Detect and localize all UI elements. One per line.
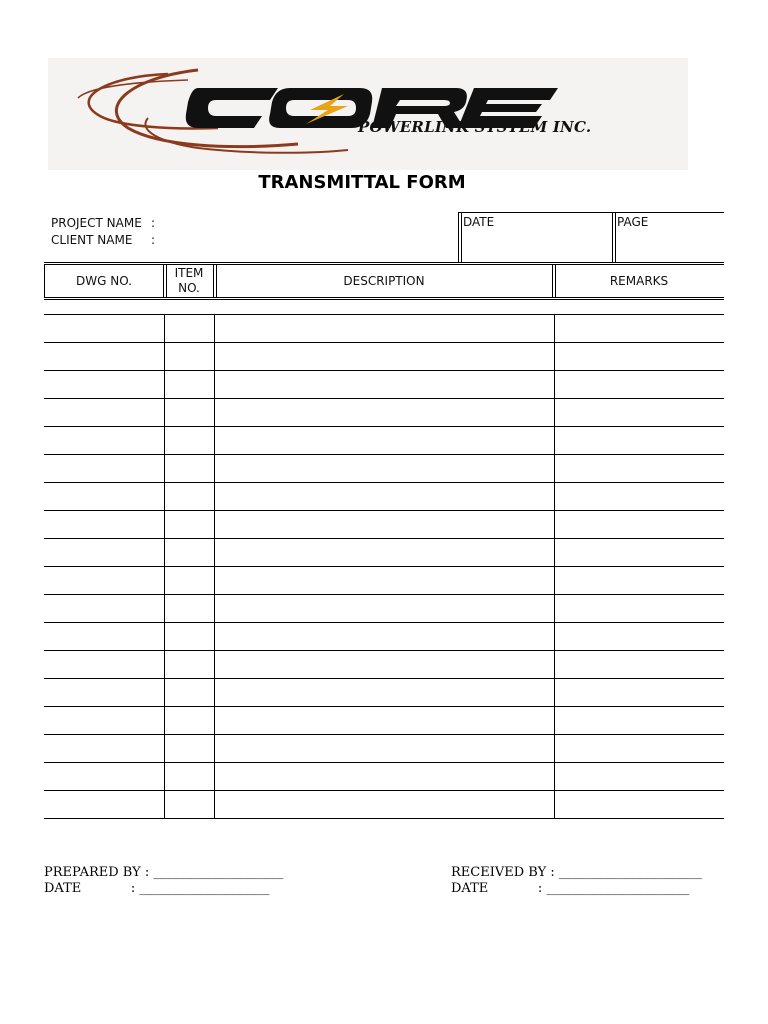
- project-name-label: PROJECT NAME: [51, 215, 142, 230]
- core-logo-graphic: [48, 58, 688, 170]
- received-date-line: DATE : ______________________: [451, 881, 690, 896]
- prepared-by-line: PREPARED BY : ____________________: [44, 865, 284, 880]
- col-header-dwg: DWG NO.: [76, 274, 132, 288]
- table-row-line: [44, 678, 724, 679]
- header-bottom-rule-2: [44, 299, 724, 300]
- client-name-label: CLIENT NAME: [51, 232, 133, 247]
- table-column-line: [164, 314, 165, 818]
- table-row-line: [44, 566, 724, 567]
- col-header-item-line2: NO.: [178, 281, 200, 295]
- form-title: TRANSMITTAL FORM: [258, 172, 466, 193]
- table-row-line: [44, 314, 724, 315]
- project-name-row: [51, 214, 155, 231]
- header-vline: [552, 264, 553, 298]
- prepared-date-line: DATE : ____________________: [44, 881, 270, 896]
- date-label: DATE: [463, 215, 495, 229]
- header-vline: [163, 264, 164, 298]
- table-row-line: [44, 454, 724, 455]
- date-box: [458, 212, 613, 263]
- table-row-line: [44, 734, 724, 735]
- table-row-line: [44, 790, 724, 791]
- table-row-line: [44, 538, 724, 539]
- col-header-item-line1: ITEM: [174, 266, 204, 280]
- page-label: PAGE: [617, 215, 649, 229]
- table-row-line: [44, 426, 724, 427]
- header-vline: [44, 264, 45, 298]
- client-name-row: [51, 231, 155, 248]
- table-row-line: [44, 510, 724, 511]
- col-header-description: DESCRIPTION: [343, 274, 425, 288]
- table-row-line: [44, 622, 724, 623]
- project-info: [51, 214, 155, 248]
- table-column-line: [214, 314, 215, 818]
- table-row-line: [44, 818, 724, 819]
- table-row-line: [44, 370, 724, 371]
- header-vline: [213, 264, 214, 298]
- company-logo: [48, 58, 688, 170]
- received-by-line: RECEIVED BY : ______________________: [451, 865, 702, 880]
- table-column-line: [554, 314, 555, 818]
- col-header-item: [164, 264, 214, 298]
- page-box: [612, 212, 724, 263]
- header-vline: [216, 264, 217, 298]
- table-row-line: [44, 398, 724, 399]
- table-row-line: [44, 650, 724, 651]
- header-vline: [166, 264, 167, 298]
- col-header-remarks: REMARKS: [609, 274, 669, 288]
- company-name: POWERLINK SYSTEM INC.: [358, 118, 592, 136]
- table-row-line: [44, 482, 724, 483]
- table-row-line: [44, 594, 724, 595]
- client-name-colon: :: [151, 232, 156, 247]
- project-name-colon: :: [151, 215, 156, 230]
- table-row-line: [44, 706, 724, 707]
- header-top-rule: [44, 262, 724, 263]
- header-vline: [555, 264, 556, 298]
- table-row-line: [44, 342, 724, 343]
- table-row-line: [44, 762, 724, 763]
